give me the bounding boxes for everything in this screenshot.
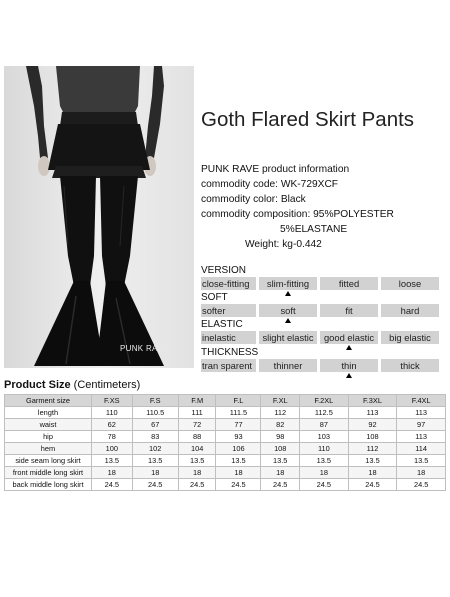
selected-triangle-icon xyxy=(346,373,352,378)
table-cell: 77 xyxy=(216,419,261,431)
row-label: waist xyxy=(5,419,92,431)
info-composition-row-2 xyxy=(201,222,394,237)
table-cell: 24.5 xyxy=(178,479,216,491)
info-heading: PUNK RAVE product information xyxy=(201,164,350,175)
row-label: back middle long skirt xyxy=(5,479,92,491)
watermark-text: PUNK RAVE xyxy=(120,344,169,353)
model-silhouette xyxy=(4,66,194,368)
table-cell: 24.5 xyxy=(300,479,349,491)
product-title: Goth Flared Skirt Pants xyxy=(201,108,415,131)
attribute-name: THICKNESS xyxy=(201,347,259,358)
table-cell: 13.5 xyxy=(397,455,446,467)
table-cell: 98 xyxy=(261,431,300,443)
attribute-options xyxy=(201,331,444,344)
table-row xyxy=(5,431,446,443)
table-cell: 87 xyxy=(300,419,349,431)
column-header: F.L xyxy=(216,395,261,407)
table-cell: 24.5 xyxy=(92,479,133,491)
table-cell: 13.5 xyxy=(132,455,178,467)
table-cell: 18 xyxy=(216,467,261,479)
table-cell: 18 xyxy=(132,467,178,479)
table-cell: 93 xyxy=(216,431,261,443)
attribute-option: inelastic xyxy=(201,331,256,344)
attribute-options xyxy=(201,277,444,290)
attribute-option: thinner xyxy=(259,359,317,372)
table-cell: 112.5 xyxy=(300,407,349,419)
attribute-option: thin xyxy=(320,359,378,372)
table-cell: 100 xyxy=(92,443,133,455)
attribute-option: fitted xyxy=(320,277,378,290)
table-cell: 110.5 xyxy=(132,407,178,419)
composition-value-2: 5%ELASTANE xyxy=(280,224,348,235)
table-cell: 108 xyxy=(348,431,397,443)
attribute-options xyxy=(201,304,444,317)
size-table-heading xyxy=(4,379,140,391)
attribute-option: close-fitting xyxy=(201,277,256,290)
table-cell: 18 xyxy=(397,467,446,479)
table-cell: 13.5 xyxy=(348,455,397,467)
table-cell: 112 xyxy=(261,407,300,419)
size-table-header-row xyxy=(5,395,446,407)
table-cell: 112 xyxy=(348,443,397,455)
color-label: commodity color: xyxy=(201,194,278,205)
product-photo xyxy=(4,66,194,368)
table-row xyxy=(5,479,446,491)
info-composition-row xyxy=(201,207,394,222)
table-cell: 83 xyxy=(132,431,178,443)
table-row xyxy=(5,467,446,479)
table-cell: 18 xyxy=(348,467,397,479)
size-table xyxy=(4,394,446,491)
table-cell: 104 xyxy=(178,443,216,455)
table-cell: 13.5 xyxy=(216,455,261,467)
table-cell: 106 xyxy=(216,443,261,455)
composition-label: commodity composition: xyxy=(201,209,311,220)
table-cell: 111 xyxy=(178,407,216,419)
attribute-option: soft xyxy=(259,304,317,317)
table-cell: 78 xyxy=(92,431,133,443)
code-value: WK-729XCF xyxy=(280,179,339,190)
attribute-name: ELASTIC xyxy=(201,319,243,330)
weight-label: Weight: xyxy=(245,239,280,250)
attribute-options xyxy=(201,359,444,372)
table-cell: 72 xyxy=(178,419,216,431)
row-label: hip xyxy=(5,431,92,443)
table-cell: 18 xyxy=(300,467,349,479)
table-cell: 24.5 xyxy=(348,479,397,491)
attribute-option: tran sparent xyxy=(201,359,256,372)
table-cell: 88 xyxy=(178,431,216,443)
code-label: commodity code: xyxy=(201,179,279,190)
selection-marker-row xyxy=(201,372,444,381)
size-heading-unit: (Centimeters) xyxy=(70,379,141,391)
row-label: length xyxy=(5,407,92,419)
attribute-option: good elastic xyxy=(320,331,378,344)
weight-value: kg-0.442 xyxy=(282,239,322,250)
table-cell: 108 xyxy=(261,443,300,455)
column-header: F.XL xyxy=(261,395,300,407)
table-cell: 110 xyxy=(300,443,349,455)
table-cell: 114 xyxy=(397,443,446,455)
table-cell: 103 xyxy=(300,431,349,443)
table-cell: 24.5 xyxy=(397,479,446,491)
info-weight-row xyxy=(201,237,394,252)
table-cell: 24.5 xyxy=(261,479,300,491)
table-cell: 97 xyxy=(397,419,446,431)
column-header: F.XS xyxy=(92,395,133,407)
attribute-name: VERSION xyxy=(201,265,247,276)
table-cell: 18 xyxy=(261,467,300,479)
column-header: F.S xyxy=(132,395,178,407)
attribute-name: SOFT xyxy=(201,292,228,303)
table-row xyxy=(5,407,446,419)
table-row xyxy=(5,419,446,431)
attribute-option: fit xyxy=(320,304,378,317)
table-cell: 18 xyxy=(92,467,133,479)
table-cell: 67 xyxy=(132,419,178,431)
table-cell: 113 xyxy=(397,431,446,443)
table-cell: 13.5 xyxy=(178,455,216,467)
color-value: Black xyxy=(280,194,306,205)
row-label: hem xyxy=(5,443,92,455)
column-header: F.3XL xyxy=(348,395,397,407)
attribute-option: softer xyxy=(201,304,256,317)
table-cell: 113 xyxy=(348,407,397,419)
composition-value-1: 95%POLYESTER xyxy=(313,209,394,220)
attribute-option: slim-fitting xyxy=(259,277,317,290)
attribute-option: loose xyxy=(381,277,439,290)
attribute-thickness xyxy=(201,347,444,381)
table-cell: 13.5 xyxy=(92,455,133,467)
table-cell: 13.5 xyxy=(300,455,349,467)
table-row xyxy=(5,455,446,467)
column-header: F.M xyxy=(178,395,216,407)
attribute-option: thick xyxy=(381,359,439,372)
table-cell: 113 xyxy=(397,407,446,419)
attribute-option: big elastic xyxy=(381,331,439,344)
table-cell: 18 xyxy=(178,467,216,479)
product-info xyxy=(201,162,394,252)
column-header: F.4XL xyxy=(397,395,446,407)
table-cell: 102 xyxy=(132,443,178,455)
size-heading-bold: Product Size xyxy=(4,379,71,391)
table-cell: 111.5 xyxy=(216,407,261,419)
table-cell: 92 xyxy=(348,419,397,431)
column-header: Garment size xyxy=(5,395,92,407)
size-table-body xyxy=(5,407,446,491)
attribute-option: hard xyxy=(381,304,439,317)
row-label: front middle long skirt xyxy=(5,467,92,479)
info-color-row xyxy=(201,192,394,207)
table-cell: 13.5 xyxy=(261,455,300,467)
table-cell: 62 xyxy=(92,419,133,431)
row-label: side seam long skirt xyxy=(5,455,92,467)
attribute-option: slight elastic xyxy=(259,331,317,344)
table-cell: 24.5 xyxy=(216,479,261,491)
table-cell: 24.5 xyxy=(132,479,178,491)
table-cell: 82 xyxy=(261,419,300,431)
table-row xyxy=(5,443,446,455)
info-code-row xyxy=(201,177,394,192)
table-cell: 110 xyxy=(92,407,133,419)
column-header: F.2XL xyxy=(300,395,349,407)
